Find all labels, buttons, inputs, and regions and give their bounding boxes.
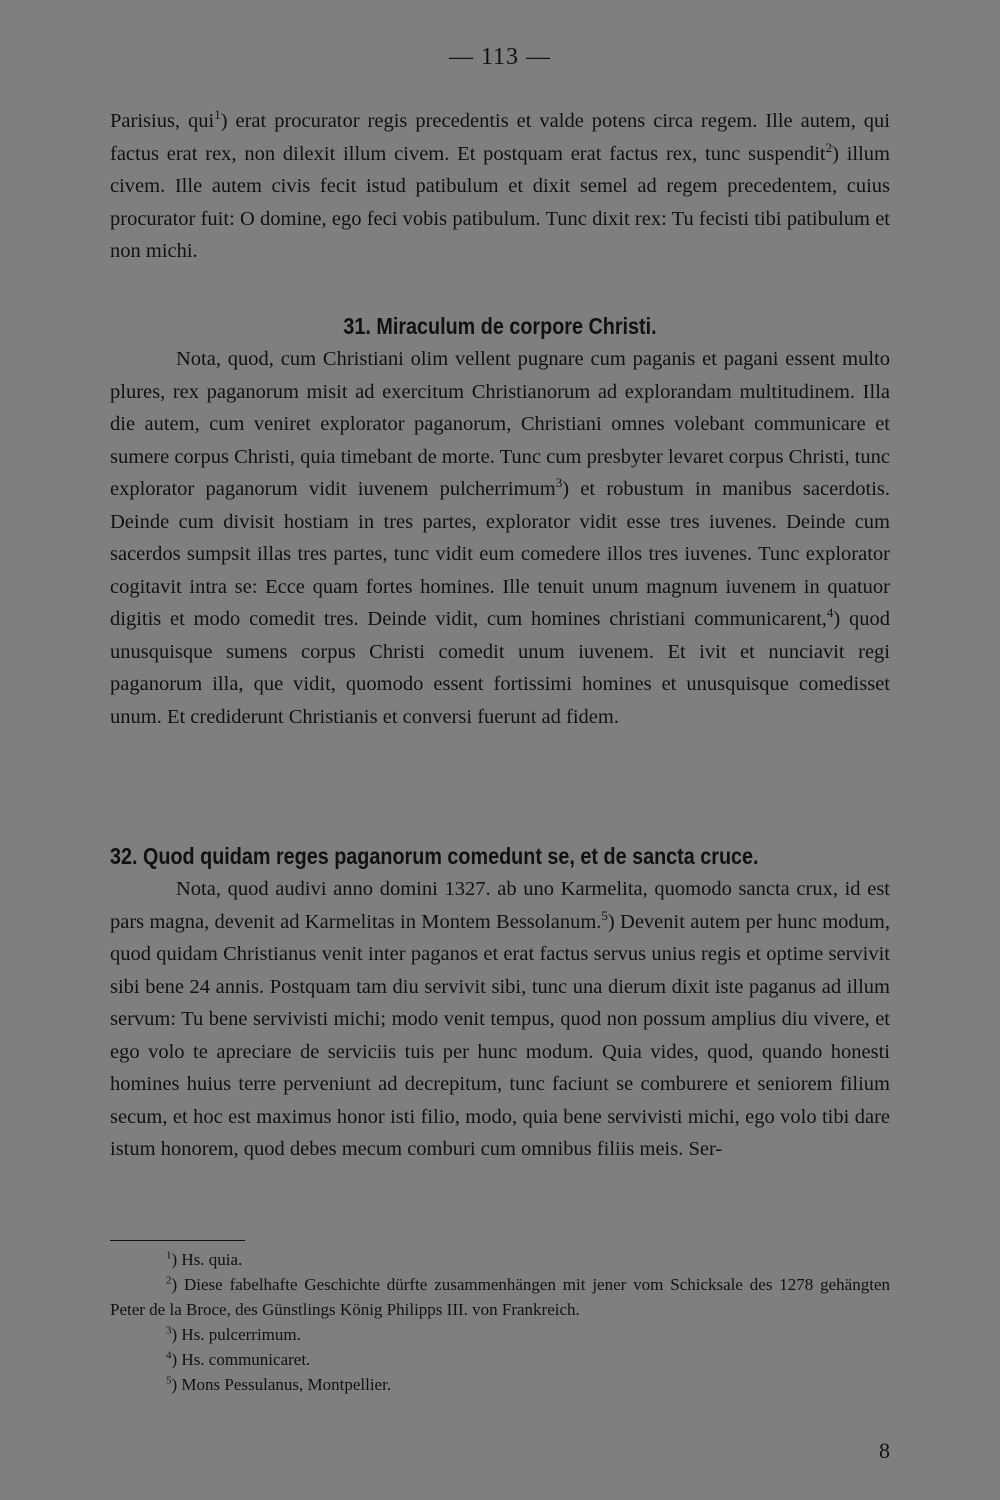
footnote-1-text: ) Hs. quia. [171,1250,243,1269]
footnote-5 [110,1372,890,1397]
section-32-text: Nota, quod audivi anno domini 1327. ab uno Karmelita, quomodo sancta crux, id est pars magna, devenit ad Karmelitas in Montem Bessolanum.$^5$) Devenit autem per hunc modum, quod quidam Christianus venit inter paganos et erat factus servus unius regis et optime servivit sibi bene 24 annis. Postquam tam diu servivit sibi, tunc una dierum dixit iste paganus ad illum servum: Tu bene servivisti michi; modo venit tempus, quod non possum amplius diu vivere, et ego volo te apreciare de serviciis tuis per hunc modum. Quia vides, quod, quando honesti homines huius terre perveniunt ad decrepitum, tunc faciunt se comburere et seniorem filium secum, et hoc est maximus honor isti filio, modo, quia bene servivisti michi, ego volo tibi dare istum honorem, quod debes mecum comburi cum omnibus filiis meis. Ser- [110,878,890,1160]
section-31-body [110,343,890,733]
footnote-5-mark: 5 [166,1374,172,1387]
section-heading-32: 32. Quod quidam reges paganorum comedunt se, et de sancta cruce. [110,843,759,869]
footnote-3-text: ) Hs. pulcerrimum. [171,1325,301,1344]
footnote-divider [110,1240,245,1241]
footnote-reference: 1 [214,107,221,123]
section-32-body [110,873,890,1166]
paragraph-text: Parisius, qui$^1$) erat procurator regis precedentis et valde potens circa regem. Ille autem, qui factus erat rex, non dilexit illum civem. Et postquam erat factus rex, tunc suspendit$^2$) illum civem. Ille autem civis fecit istud patibulum et dixit semel ad regem precedentem, cuius procurator fuit: O domine, ego feci vobis patibulum. Tunc dixit rex: Tu fecisti tibi patibulum et non michi. [110,107,890,262]
page-number: — 113 — [448,44,552,70]
section-heading-31: 31. Miraculum de corpore Christi. [343,313,657,339]
section-31-text: Nota, quod, cum Christiani olim vellent pugnare cum paganis et pagani essent multo plures, rex paganorum misit ad exercitum Christianorum ad explorandam multitudinem. Illa die autem, cum veniret explorator paganorum, Christiani omnes volebant communicare et sumere corpus Christi, quia timebant de morte. Tunc cum presbyter levaret corpus Christi, tunc explorator paganorum vidit iuvenem pulcherrimum$^3$) et robustum in manibus sacerdotis. Deinde cum divisit hostiam in tres partes, explorator vidit esse tres iuvenes. Deinde cum sacerdos sumpsit illas tres partes, tunc vidit eum comedere illos tres iuvenes. Tunc explorator cogitavit intra se: Ecce quam fortes homines. Ille tenuit unum magnum iuvenem in quatuor digitis et modo comedit tres. Deinde vidit, cum homines christiani communicarent,$^4$) quod unusquisque sumens corpus Christi comedit unum iuvenem. Et ivit et nunciavit regi paganorum illa, que vidit, quomodo essent fortissimi homines et unusquisque comedisset unum. Et crediderunt Christianis et conversi fuerunt ad fidem. [110,348,891,728]
footnote-3 [110,1322,890,1347]
footnote-reference: 5 [601,907,608,923]
footnote-1-mark: 1 [166,1249,172,1262]
signature-mark: 8 [879,1438,890,1463]
footnote-2-text: ) Diese fabelhafte Geschichte dürfte zusammenhängen mit jener vom Schicksale des 1278 gehängten Peter de la Broce, des Günstlings König Philipps III. von Frankreich. [110,1275,890,1319]
paragraph-continuation [110,105,890,268]
footnote-4-text: ) Hs. communicaret. [171,1350,311,1369]
footnote-4-mark: 4 [166,1349,172,1362]
footnote-5-text: ) Mons Pessulanus, Montpellier. [171,1375,392,1394]
footnote-reference: 3 [555,475,563,491]
footnote-1 [110,1247,890,1272]
footnote-reference: 4 [826,605,834,621]
footnote-4 [110,1347,890,1372]
footnote-reference: 2 [825,139,833,155]
footnote-3-mark: 3 [166,1324,172,1337]
footnote-2 [110,1272,890,1322]
footnote-2-mark: 2 [166,1274,172,1287]
footnotes [110,1247,890,1397]
